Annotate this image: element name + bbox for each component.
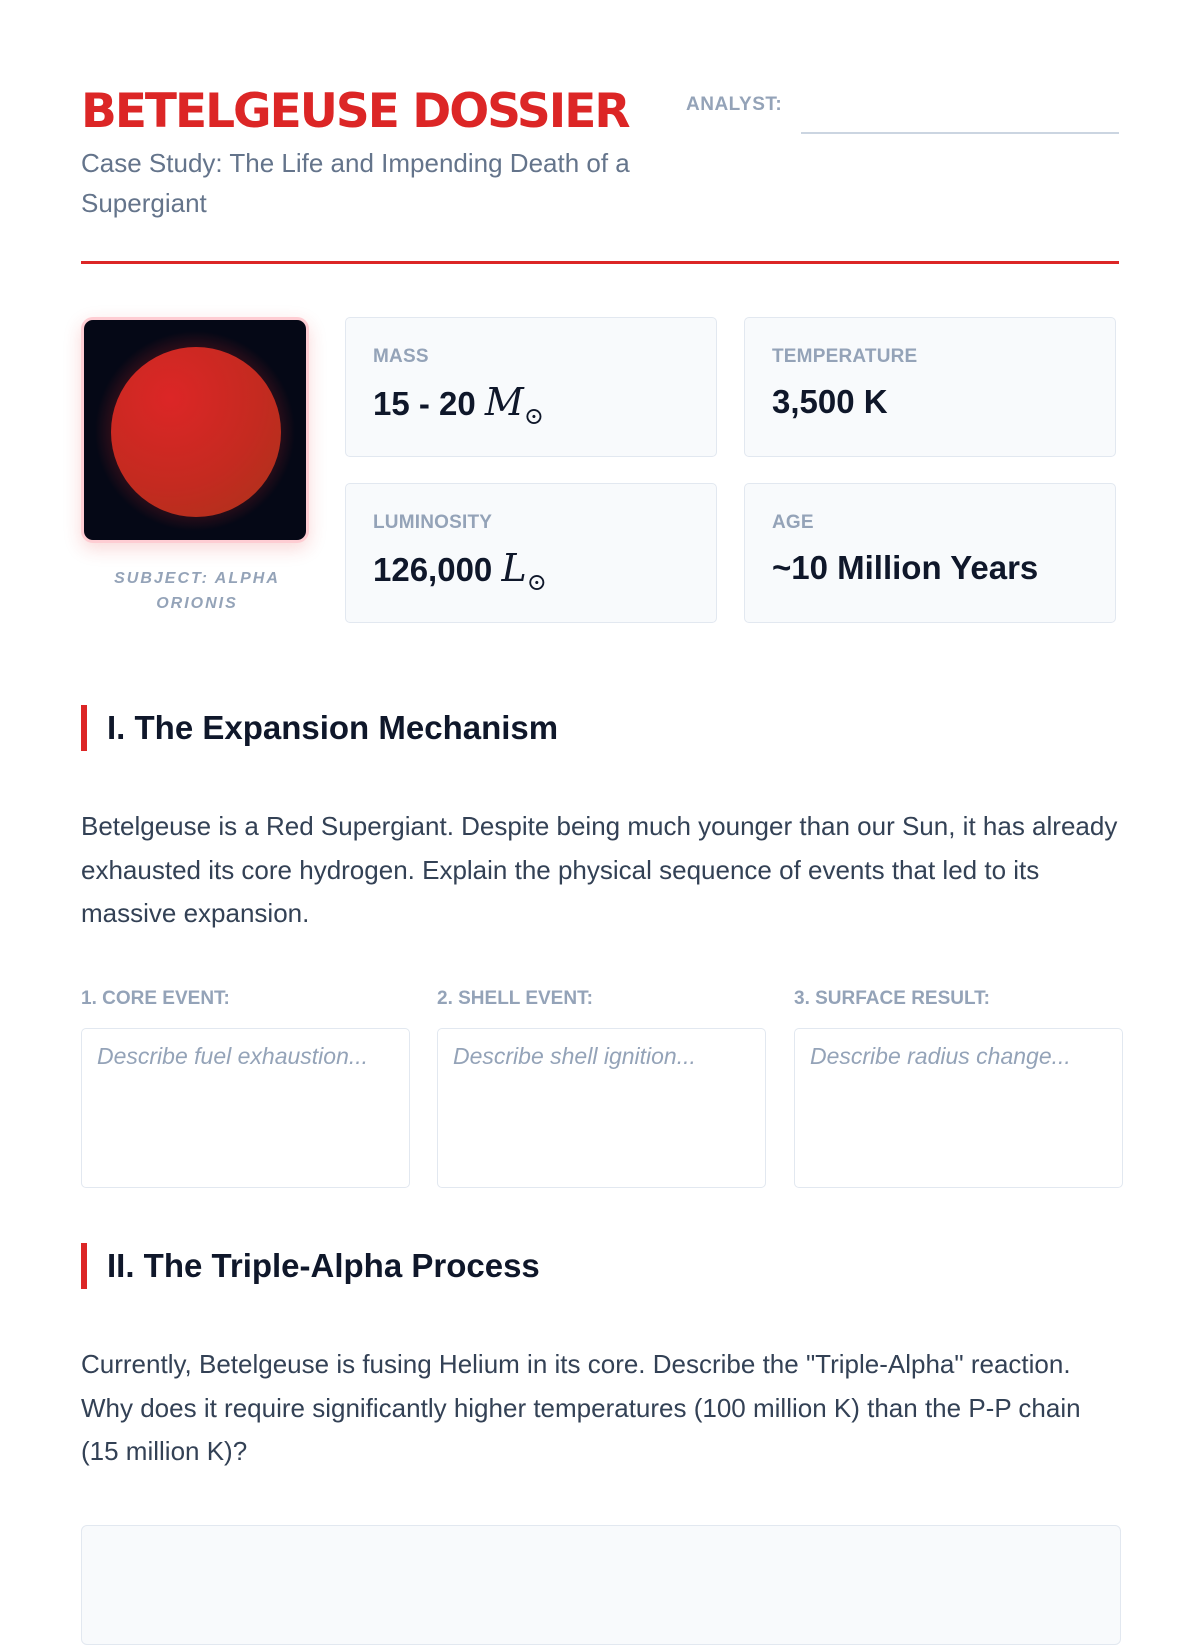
shell-event-field <box>437 988 766 1193</box>
core-event-field <box>81 988 410 1193</box>
analyst-input[interactable] <box>801 96 1119 134</box>
red-supergiant-icon <box>111 347 281 517</box>
surface-result-label: 3. SURFACE RESULT: <box>794 988 991 1009</box>
stats-section <box>81 264 1119 624</box>
stat-label: TEMPERATURE <box>772 346 918 367</box>
stat-card-luminosity <box>345 483 717 623</box>
triple-alpha-answer-input[interactable] <box>81 1525 1121 1645</box>
core-event-input[interactable] <box>81 1028 410 1188</box>
core-event-label: 1. CORE EVENT: <box>81 988 230 1009</box>
shell-event-input[interactable] <box>437 1028 766 1188</box>
page-subtitle: Case Study: The Life and Impending Death of a Supergiant <box>81 148 630 218</box>
section-body-triple-alpha: Currently, Betelgeuse is fusing Helium in its core. Describe the "Triple-Alpha" reaction. Why does it require significantly higher temperatures (100 million K) than the P-P chain (15 million K)? <box>81 1349 1081 1466</box>
stat-card-temperature <box>744 317 1116 457</box>
stat-label: AGE <box>772 512 814 533</box>
section-heading-expansion: I. The Expansion Mechanism <box>81 705 558 751</box>
star-image <box>81 317 309 543</box>
sun-symbol-icon: ⊙ <box>526 568 547 596</box>
stat-number: 15 - 20 <box>373 385 476 422</box>
shell-event-label: 2. SHELL EVENT: <box>437 988 593 1009</box>
analyst-label: ANALYST: <box>686 94 783 115</box>
stat-number: 126,000 <box>373 551 493 588</box>
page-header <box>81 0 1119 264</box>
stat-value: 3,500 K <box>772 383 888 420</box>
stat-value: ~10 Million Years <box>772 549 1039 586</box>
surface-result-field <box>794 988 1123 1193</box>
page-title: BETELGEUSE DOSSIER <box>81 84 629 139</box>
stat-value <box>373 382 689 436</box>
stat-value <box>373 548 689 602</box>
section-heading-triple-alpha: II. The Triple-Alpha Process <box>81 1243 540 1289</box>
stat-card-age <box>744 483 1116 623</box>
stat-label: MASS <box>373 346 429 367</box>
surface-result-input[interactable] <box>794 1028 1123 1188</box>
solar-mass-unit: $M_⊙$ <box>484 380 544 430</box>
solar-luminosity-unit: $L_⊙$ <box>501 546 547 596</box>
sun-symbol-icon: ⊙ <box>523 402 544 430</box>
stat-label: LUMINOSITY <box>373 512 493 533</box>
section-body-expansion: Betelgeuse is a Red Supergiant. Despite being much younger than our Sun, it has already exhausted its core hydrogen. Explain the physical sequence of events that led to its massive expansion. <box>81 811 1118 928</box>
subject-caption: SUBJECT: ALPHA ORIONIS <box>114 570 280 612</box>
stat-card-mass <box>345 317 717 457</box>
